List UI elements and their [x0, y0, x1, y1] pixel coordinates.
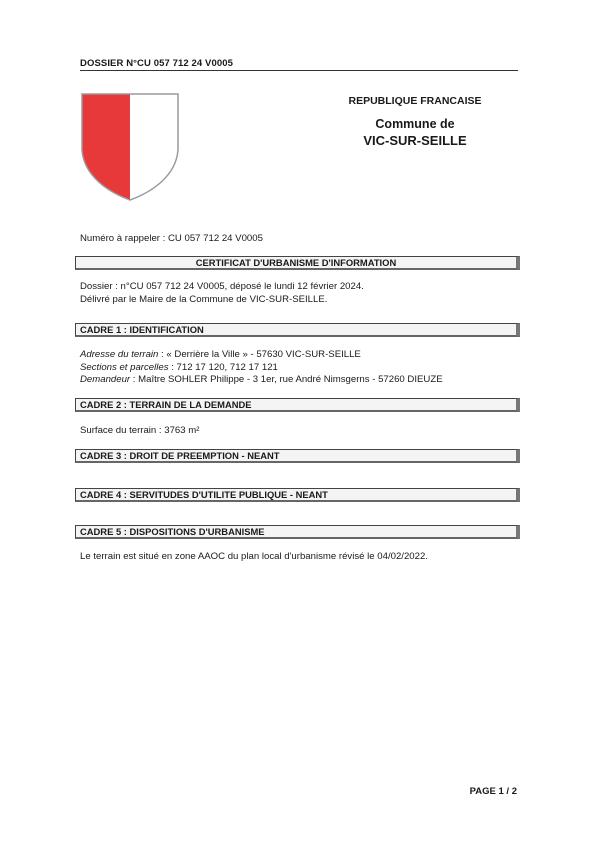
- page-number: PAGE 1 / 2: [469, 786, 517, 797]
- cadre-5-title-bar: CADRE 5 : DISPOSITIONS D'URBANISME: [75, 525, 520, 539]
- zoning-text: Le terrain est situé en zone AAOC du plan local d'urbanisme révisé le 04/02/2022.: [80, 551, 428, 562]
- applicant-label: Demandeur: [80, 374, 131, 385]
- applicant-value: : Maître SOHLER Philippe - 3 1er, rue André Nimsgerns - 57260 DIEUZE: [130, 374, 443, 385]
- cadre-4-title-bar: CADRE 4 : SERVITUDES D'UTILITE PUBLIQUE - NEANT: [75, 488, 520, 502]
- cadre-3-title-bar: CADRE 3 : DROIT DE PREEMPTION - NEANT: [75, 449, 520, 463]
- parcels-value: : 712 17 120, 712 17 121: [168, 361, 278, 373]
- coat-of-arms-icon: [80, 92, 180, 202]
- commune-name: VIC-SUR-SEILLE: [363, 133, 467, 148]
- certificate-details: [80, 281, 364, 306]
- applicant-line: [80, 374, 443, 387]
- address-label: Adresse du terrain: [80, 349, 159, 360]
- cadre-2-title-bar: CADRE 2 : TERRAIN DE LA DEMANDE: [75, 398, 520, 412]
- commune-label: Commune de: [375, 117, 455, 131]
- parcels-line: [80, 362, 443, 375]
- republic-title: REPUBLIQUE FRANCAISE: [348, 95, 482, 107]
- surface-text: Surface du terrain : 3763 m²: [80, 425, 200, 436]
- recall-number: Numéro à rappeler : CU 057 712 24 V0005: [80, 233, 263, 244]
- certificate-title-bar: CERTIFICAT D'URBANISME D'INFORMATION: [75, 256, 520, 270]
- cadre-1-title-bar: CADRE 1 : IDENTIFICATION: [75, 323, 520, 337]
- shield-left-half: [82, 94, 130, 200]
- address-value: : « Derrière la Ville » - 57630 VIC-SUR-SEILLE: [158, 349, 361, 360]
- certificate-issuer-line: Délivré par le Maire de la Commune de VIC-SUR-SEILLE.: [80, 293, 328, 305]
- dossier-number-header: DOSSIER N°CU 057 712 24 V0005: [80, 58, 233, 69]
- address-line: [80, 349, 443, 362]
- header-divider: [80, 70, 518, 71]
- shield-right-half: [130, 94, 178, 200]
- cadre-1-content: [80, 349, 443, 387]
- certificate-deposit-line: Dossier : n°CU 057 712 24 V0005, déposé le lundi 12 février 2024.: [80, 281, 364, 292]
- parcels-label: Sections et parcelles: [80, 361, 169, 373]
